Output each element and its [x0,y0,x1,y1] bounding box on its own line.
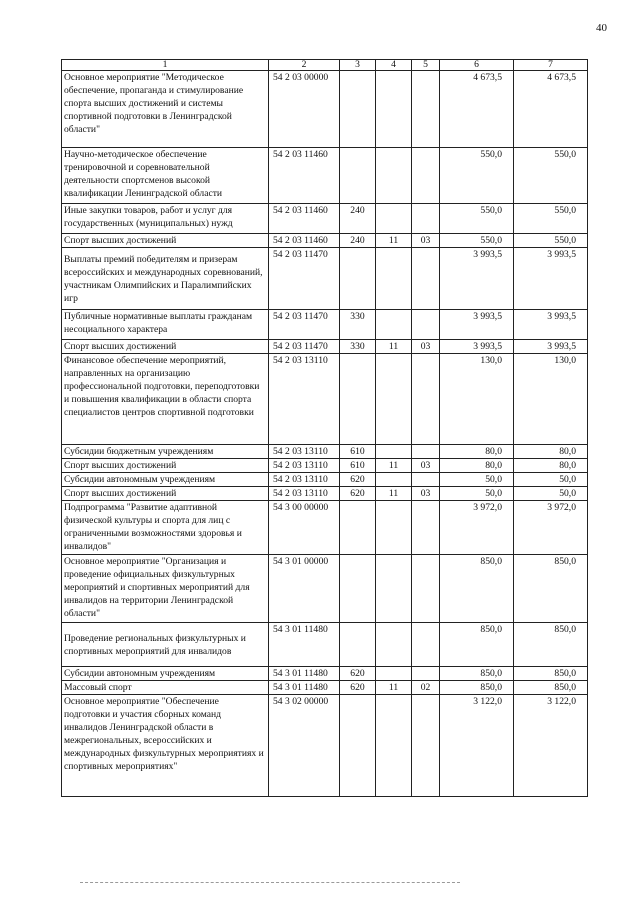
row-col3 [340,248,376,310]
row-code: 54 2 03 13110 [269,473,340,487]
row-name: Иные закупки товаров, работ и услуг для государственных (муниципальных) нужд [62,204,269,234]
row-name: Спорт высших достижений [62,340,269,354]
row-name: Основное мероприятие "Методическое обеспечение, пропаганда и стимулирование спорта высших достижений и системы спортивной подготовки в Ленинградской области" [62,71,269,148]
table-row [62,354,588,445]
row-col4 [376,667,412,681]
row-col5: 03 [412,234,440,248]
row-col5 [412,204,440,234]
row-name: Спорт высших достижений [62,459,269,473]
row-col6: 850,0 [440,623,514,667]
row-name: Подпрограмма "Развитие адаптивной физической культуры и спорта для лиц с ограниченными возможностями здоровья и инвалидов" [62,501,269,555]
row-code: 54 3 01 11480 [269,667,340,681]
col-header-1: 1 [62,60,269,71]
row-code: 54 3 00 00000 [269,501,340,555]
col-header-7: 7 [514,60,588,71]
row-col3 [340,695,376,797]
row-col7: 850,0 [514,667,588,681]
row-col4 [376,71,412,148]
row-col6: 50,0 [440,473,514,487]
row-col5: 03 [412,487,440,501]
row-code: 54 2 03 11470 [269,310,340,340]
row-name: Финансовое обеспечение мероприятий, направленных на организацию профессиональной подготовки, переподготовки и повышения квалификации в области спорта специалистов центров спортивной подготовки [62,354,269,445]
row-col5 [412,695,440,797]
row-col4: 11 [376,340,412,354]
row-col5: 02 [412,681,440,695]
row-col7: 850,0 [514,681,588,695]
row-col4 [376,248,412,310]
table-row [62,234,588,248]
row-code: 54 2 03 13110 [269,445,340,459]
table-row [62,204,588,234]
row-col4 [376,555,412,623]
row-col3 [340,501,376,555]
row-code: 54 2 03 00000 [269,71,340,148]
row-col5: 03 [412,459,440,473]
row-col5 [412,248,440,310]
row-name: Проведение региональных физкультурных и спортивных мероприятий для инвалидов [62,623,269,667]
table-row [62,248,588,310]
table-row [62,71,588,148]
table-row [62,695,588,797]
row-col6: 80,0 [440,445,514,459]
table-header-row [62,60,588,71]
row-code: 54 2 03 11460 [269,234,340,248]
row-col4: 11 [376,681,412,695]
row-col6: 3 993,5 [440,310,514,340]
row-col7: 80,0 [514,459,588,473]
row-col6: 3 972,0 [440,501,514,555]
row-name: Субсидии автономным учреждениям [62,473,269,487]
row-col7: 3 122,0 [514,695,588,797]
budget-table [61,59,588,797]
row-col7: 4 673,5 [514,71,588,148]
row-col7: 50,0 [514,473,588,487]
col-header-2: 2 [269,60,340,71]
row-col3: 610 [340,459,376,473]
footer-line [80,882,460,883]
row-col3: 620 [340,487,376,501]
row-col4 [376,148,412,204]
row-col7: 130,0 [514,354,588,445]
row-code: 54 2 03 11470 [269,340,340,354]
row-col7: 550,0 [514,204,588,234]
row-col6: 850,0 [440,681,514,695]
col-header-6: 6 [440,60,514,71]
row-col4 [376,501,412,555]
row-col6: 50,0 [440,487,514,501]
row-col6: 550,0 [440,148,514,204]
row-code: 54 2 03 11460 [269,148,340,204]
row-name: Научно-методическое обеспечение тренировочной и соревновательной деятельности спортсменов высокой квалификации Ленинградской области [62,148,269,204]
row-name: Спорт высших достижений [62,487,269,501]
row-col5: 03 [412,340,440,354]
col-header-5: 5 [412,60,440,71]
row-col6: 850,0 [440,555,514,623]
row-code: 54 2 03 11460 [269,204,340,234]
table-row [62,555,588,623]
row-col5 [412,473,440,487]
row-col6: 80,0 [440,459,514,473]
row-col4: 11 [376,487,412,501]
row-col4 [376,473,412,487]
row-code: 54 2 03 11470 [269,248,340,310]
row-col6: 3 993,5 [440,340,514,354]
row-col7: 3 993,5 [514,248,588,310]
row-col3 [340,354,376,445]
page-number: 40 [596,22,607,34]
row-col5 [412,555,440,623]
row-col3 [340,555,376,623]
row-col7: 850,0 [514,555,588,623]
row-col4 [376,204,412,234]
row-col7: 550,0 [514,148,588,204]
row-col3: 240 [340,204,376,234]
row-code: 54 2 03 13110 [269,354,340,445]
row-col5 [412,667,440,681]
row-col6: 3 122,0 [440,695,514,797]
row-col4 [376,695,412,797]
row-col6: 3 993,5 [440,248,514,310]
table-row [62,445,588,459]
row-col4 [376,623,412,667]
table-row [62,681,588,695]
row-name: Выплаты премий победителям и призерам всероссийских и международных соревнований, участникам Олимпийских и Паралимпийских игр [62,248,269,310]
row-col4 [376,354,412,445]
table-row [62,487,588,501]
row-col5 [412,310,440,340]
row-col3: 610 [340,445,376,459]
row-col3 [340,71,376,148]
row-name: Основное мероприятие "Организация и проведение официальных физкультурных мероприятий и спортивных мероприятий для инвалидов на территории Ленинградской области" [62,555,269,623]
row-col5 [412,623,440,667]
row-name: Спорт высших достижений [62,234,269,248]
row-code: 54 2 03 13110 [269,459,340,473]
row-col4: 11 [376,459,412,473]
row-col3: 620 [340,667,376,681]
row-col7: 3 972,0 [514,501,588,555]
row-col3: 330 [340,310,376,340]
table-row [62,148,588,204]
row-code: 54 3 02 00000 [269,695,340,797]
row-col6: 4 673,5 [440,71,514,148]
table-row [62,623,588,667]
row-col7: 3 993,5 [514,340,588,354]
row-col7: 850,0 [514,623,588,667]
row-col3: 240 [340,234,376,248]
table-row [62,459,588,473]
row-col6: 850,0 [440,667,514,681]
row-col4 [376,310,412,340]
row-col7: 550,0 [514,234,588,248]
row-code: 54 3 01 11480 [269,681,340,695]
row-col4: 11 [376,234,412,248]
row-name: Субсидии автономным учреждениям [62,667,269,681]
row-name: Основное мероприятие "Обеспечение подготовки и участия сборных команд инвалидов Ленинградской области в межрегиональных, всероссийских и международных физкультурных мероприятиях и спортивных мероприятиях" [62,695,269,797]
row-col5 [412,71,440,148]
row-col7: 50,0 [514,487,588,501]
row-col4 [376,445,412,459]
row-col5 [412,445,440,459]
row-col5 [412,501,440,555]
row-name: Публичные нормативные выплаты гражданам несоциального характера [62,310,269,340]
row-col3: 620 [340,681,376,695]
table-row [62,473,588,487]
row-col3 [340,148,376,204]
row-col5 [412,148,440,204]
table-row [62,310,588,340]
row-code: 54 3 01 11480 [269,623,340,667]
row-col7: 80,0 [514,445,588,459]
row-code: 54 3 01 00000 [269,555,340,623]
row-col3 [340,623,376,667]
table-row [62,667,588,681]
row-name: Субсидии бюджетным учреждениям [62,445,269,459]
col-header-3: 3 [340,60,376,71]
row-col3: 620 [340,473,376,487]
row-col6: 130,0 [440,354,514,445]
table-row [62,501,588,555]
row-name: Массовый спорт [62,681,269,695]
row-col5 [412,354,440,445]
row-col6: 550,0 [440,204,514,234]
row-code: 54 2 03 13110 [269,487,340,501]
row-col3: 330 [340,340,376,354]
row-col7: 3 993,5 [514,310,588,340]
row-col6: 550,0 [440,234,514,248]
table-row [62,340,588,354]
col-header-4: 4 [376,60,412,71]
